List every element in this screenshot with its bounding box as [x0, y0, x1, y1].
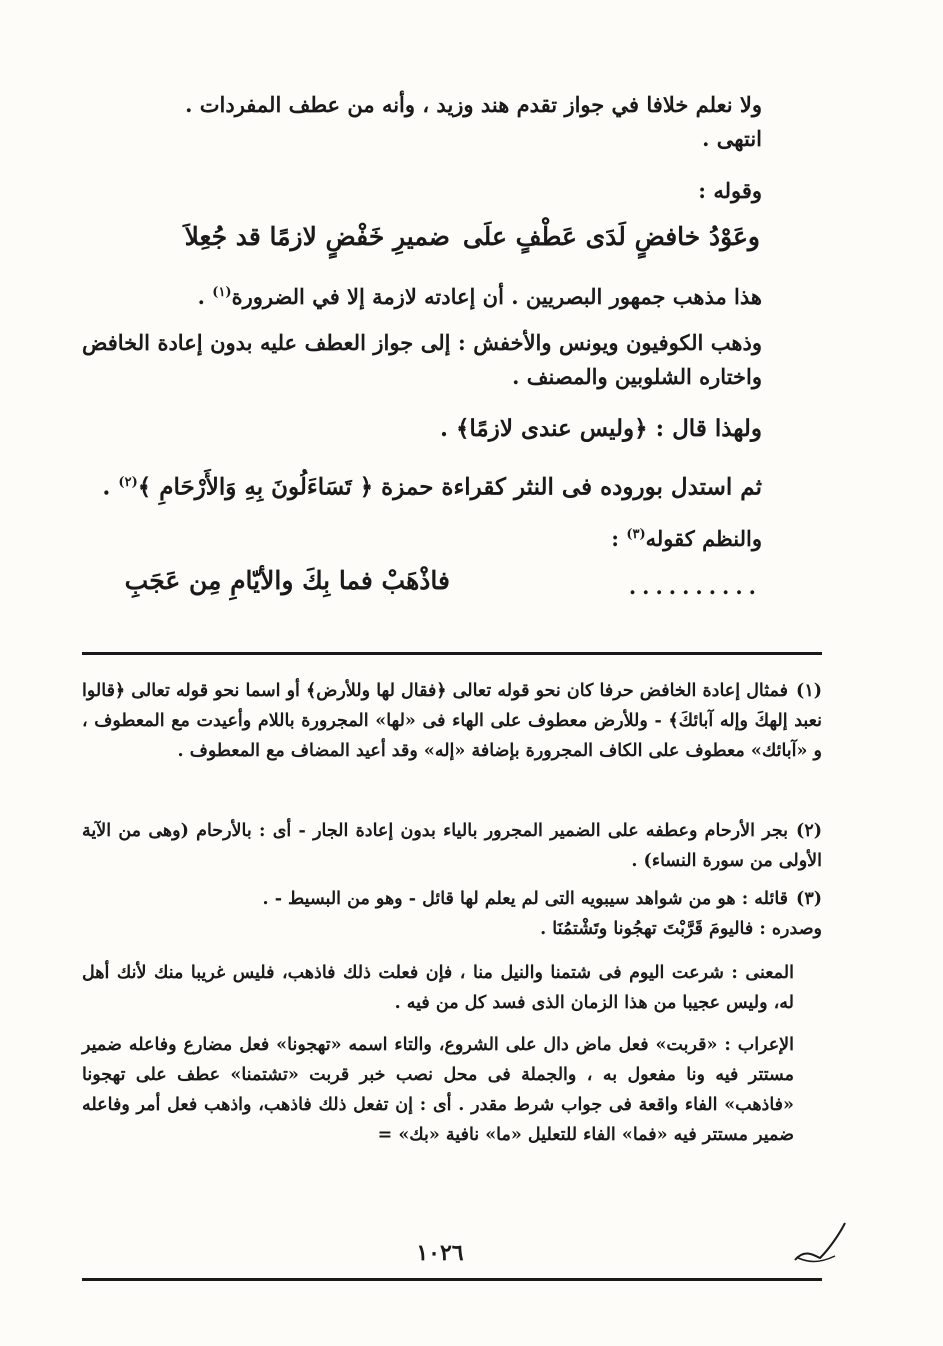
footnote-ref-3[interactable]: (٣) — [626, 527, 646, 542]
footnote-3 — [82, 884, 822, 944]
footnote-3-number: (٣) — [796, 889, 822, 909]
verse-1-first-hemistich: وعَوْدُ خافضٍ لَدَى عَطْفٍ علَى — [462, 222, 760, 251]
footnote-separator — [82, 652, 822, 655]
footnote-2 — [82, 816, 822, 876]
footnote-3-parsing: الإعراب : «قربت» فعل ماض دال على الشروع، والتاء اسمه «تهجونا» فعل مضارع وفاعله ضمير مستتر فيه ونا مفعول به ، والجملة فى محل نصب خبر قربت «تشتمنا» عطف على تهجونا «فاذهب» الفاء واقعة فى جواب شرط مقدر . أى : إن تفعل ذلك فاذهب، واذهب فعل أمر وفاعله ضمير مستتر فيه «فما» الفاء للتعليل «ما» نافية «بك» = — [82, 1035, 794, 1145]
footnote-3-attribution: قائله : هو من شواهد سيبويه التى لم يعلم لها قائل - وهو من البسيط - . — [262, 889, 789, 909]
paragraph-1 — [82, 88, 762, 156]
paragraph-7-text: والنظم كقوله — [645, 526, 762, 551]
paragraph-7 — [82, 518, 762, 556]
verse-1-second-hemistich: ضميرِ خَفْضٍ لازمًا قد جُعِلاَ — [184, 222, 450, 251]
paragraph-2: وقوله : — [698, 178, 762, 203]
footnote-ref-2[interactable]: (٢) — [118, 475, 138, 490]
paragraph-3-text: هذا مذهب جمهور البصريين . أن إعادته لازمة إلا في الضرورة — [231, 284, 762, 309]
footnote-ref-1[interactable]: (١) — [212, 285, 232, 300]
paragraph-5: ولهذا قال : ﴿وليس عندى لازمًا﴾ . — [439, 415, 762, 442]
footnote-2-text: بجر الأرحام وعطفه على الضمير المجرور بالياء بدون إعادة الجار - أى : بالأرحام (وهى من الآية الأولى من سورة النساء) . — [82, 821, 822, 871]
quill-signature-icon — [790, 1218, 850, 1268]
paragraph-3-end: . — [197, 284, 213, 309]
verse-2-dots: .......... — [628, 574, 762, 599]
footnote-1-number: (١) — [796, 681, 822, 701]
paragraph-6-text: ثم استدل بوروده فى النثر كقراءة حمزة ﴿ تَسَاءَلُونَ بِهِ وَالأَرْحَامِ ﴾ — [137, 473, 762, 501]
paragraph-7-end: : — [611, 526, 627, 551]
paragraph-6-end: . — [102, 473, 119, 501]
paragraph-3 — [82, 276, 762, 314]
footnote-3-meaning: المعنى : شرعت اليوم فى شتمنا والنيل منا ، فإن فعلت ذلك فاذهب، فليس غريبا منك لأنك أهل له، وليس عجيبا من هذا الزمان الذى فسد كل من فيه . — [82, 963, 794, 1013]
bottom-rule — [82, 1278, 822, 1281]
footnote-2-number: (٢) — [796, 821, 822, 841]
paragraph-1-line-2: انتهى . — [702, 126, 762, 151]
page-number: ١٠٢٦ — [416, 1240, 464, 1266]
verse-2-second-hemistich: فاذْهَبْ فما بِكَ والأيّامِ مِن عَجَبِ — [124, 566, 450, 595]
footnote-1 — [82, 676, 822, 766]
paragraph-6 — [82, 466, 762, 505]
paragraph-1-line-1: ولا نعلم خلافا في جواز تقدم هند وزيد ، وأنه من عطف المفردات . — [185, 92, 762, 117]
footnote-1-text: فمثال إعادة الخافض حرفا كان نحو قوله تعالى ﴿فقال لها وللأرض﴾ أو اسما نحو قوله تعالى ﴿قالوا نعبد إلهكَ وإله آبائكَ﴾ - وللأرض معطوف على الهاء فى «لها» المجرورة باللام وأعيدت مع المعطوف ، و «آبائك» معطوف على الكاف المجرورة بإضافة «إله» وقد أعيد المضاف مع المعطوف . — [82, 681, 822, 761]
footnote-3-opening: وصدره : فاليومَ قَرَّبْتَ تهجُونا وتَشْتمُنَا . — [540, 919, 822, 939]
paragraph-4: وذهب الكوفيون ويونس والأخفش : إلى جواز العطف عليه بدون إعادة الخافض واختاره الشلوبين والمصنف . — [82, 330, 762, 389]
